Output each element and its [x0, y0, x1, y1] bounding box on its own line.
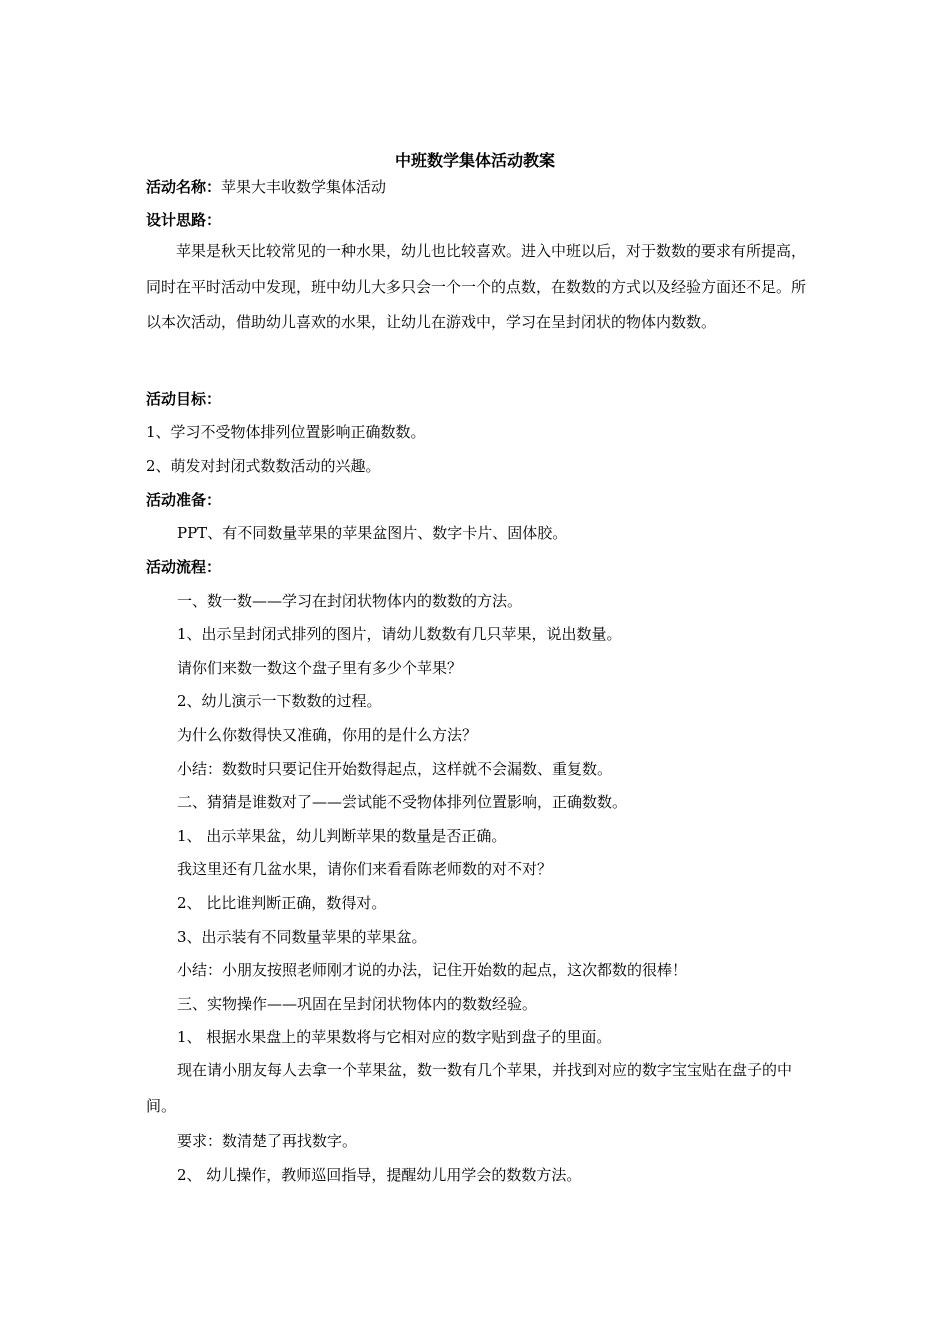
process-step: 小结：数数时只要记住开始数得起点，这样就不会漏数、重复数。	[177, 760, 613, 778]
activity-name-value: 苹果大丰收数学集体活动	[221, 178, 387, 196]
goal-item-2: 2、萌发对封闭式数数活动的兴趣。	[146, 457, 381, 475]
process-step: 3、出示装有不同数量苹果的苹果盆。	[177, 928, 427, 946]
goal-item-1: 1、学习不受物体排列位置影响正确数数。	[146, 423, 426, 441]
prep-heading: 活动准备：	[146, 491, 222, 509]
process-step: 2、 比比谁判断正确，数得对。	[177, 894, 387, 912]
activity-name-label: 活动名称：	[146, 178, 222, 196]
process-step: 1、 出示苹果盆，幼儿判断苹果的数量是否正确。	[177, 827, 507, 845]
design-heading: 设计思路：	[146, 211, 222, 229]
process-step: 为什么你数得快又准确，你用的是什么方法？	[177, 726, 478, 744]
process-step: 1、 根据水果盘上的苹果数将与它相对应的数字贴到盘子的里面。	[177, 1028, 612, 1046]
process-step: 我这里还有几盆水果，请你们来看看陈老师数的对不对？	[177, 860, 553, 878]
process-step: 要求：数清楚了再找数字。	[177, 1132, 358, 1150]
goal-heading: 活动目标：	[146, 390, 222, 408]
process-step: 2、 幼儿操作，教师巡回指导，提醒幼儿用学会的数数方法。	[177, 1166, 582, 1184]
prep-text: PPT、有不同数量苹果的苹果盆图片、数字卡片、固体胶。	[177, 524, 568, 542]
process-step: 1、出示呈封闭式排列的图片，请幼儿数数有几只苹果，说出数量。	[177, 625, 622, 643]
process-step: 小结：小朋友按照老师刚才说的办法，记住开始数的起点，这次都数的很棒！	[177, 961, 688, 979]
document-title: 中班数学集体活动教案	[394, 151, 555, 170]
process-step: 2、幼儿演示一下数数的过程。	[177, 692, 382, 710]
process-paragraph: 现在请小朋友每人去拿一个苹果盆，数一数有几个苹果，并找到对应的数字宝宝贴在盘子的中间。	[146, 1061, 793, 1115]
process-heading: 活动流程：	[146, 558, 222, 576]
process-step: 二、猜猜是谁数对了——尝试能不受物体排列位置影响，正确数数。	[177, 793, 628, 811]
process-step: 一、数一数——学习在封闭状物体内的数数的方法。	[177, 592, 523, 610]
activity-name-row	[146, 176, 386, 198]
process-step: 三、实物操作——巩固在呈封闭状物体内的数数经验。	[177, 995, 538, 1013]
process-step: 请你们来数一数这个盘子里有多少个苹果？	[177, 659, 463, 677]
design-paragraph: 苹果是秋天比较常见的一种水果，幼儿也比较喜欢。进入中班以后，对于数数的要求有所提高，同时在平时活动中发现，班中幼儿大多只会一个一个的点数，在数数的方式以及经验方面还不足。所以本次活动，借助幼儿喜欢的水果，让幼儿在游戏中，学习在呈封闭状的物体内数数。	[146, 242, 807, 331]
